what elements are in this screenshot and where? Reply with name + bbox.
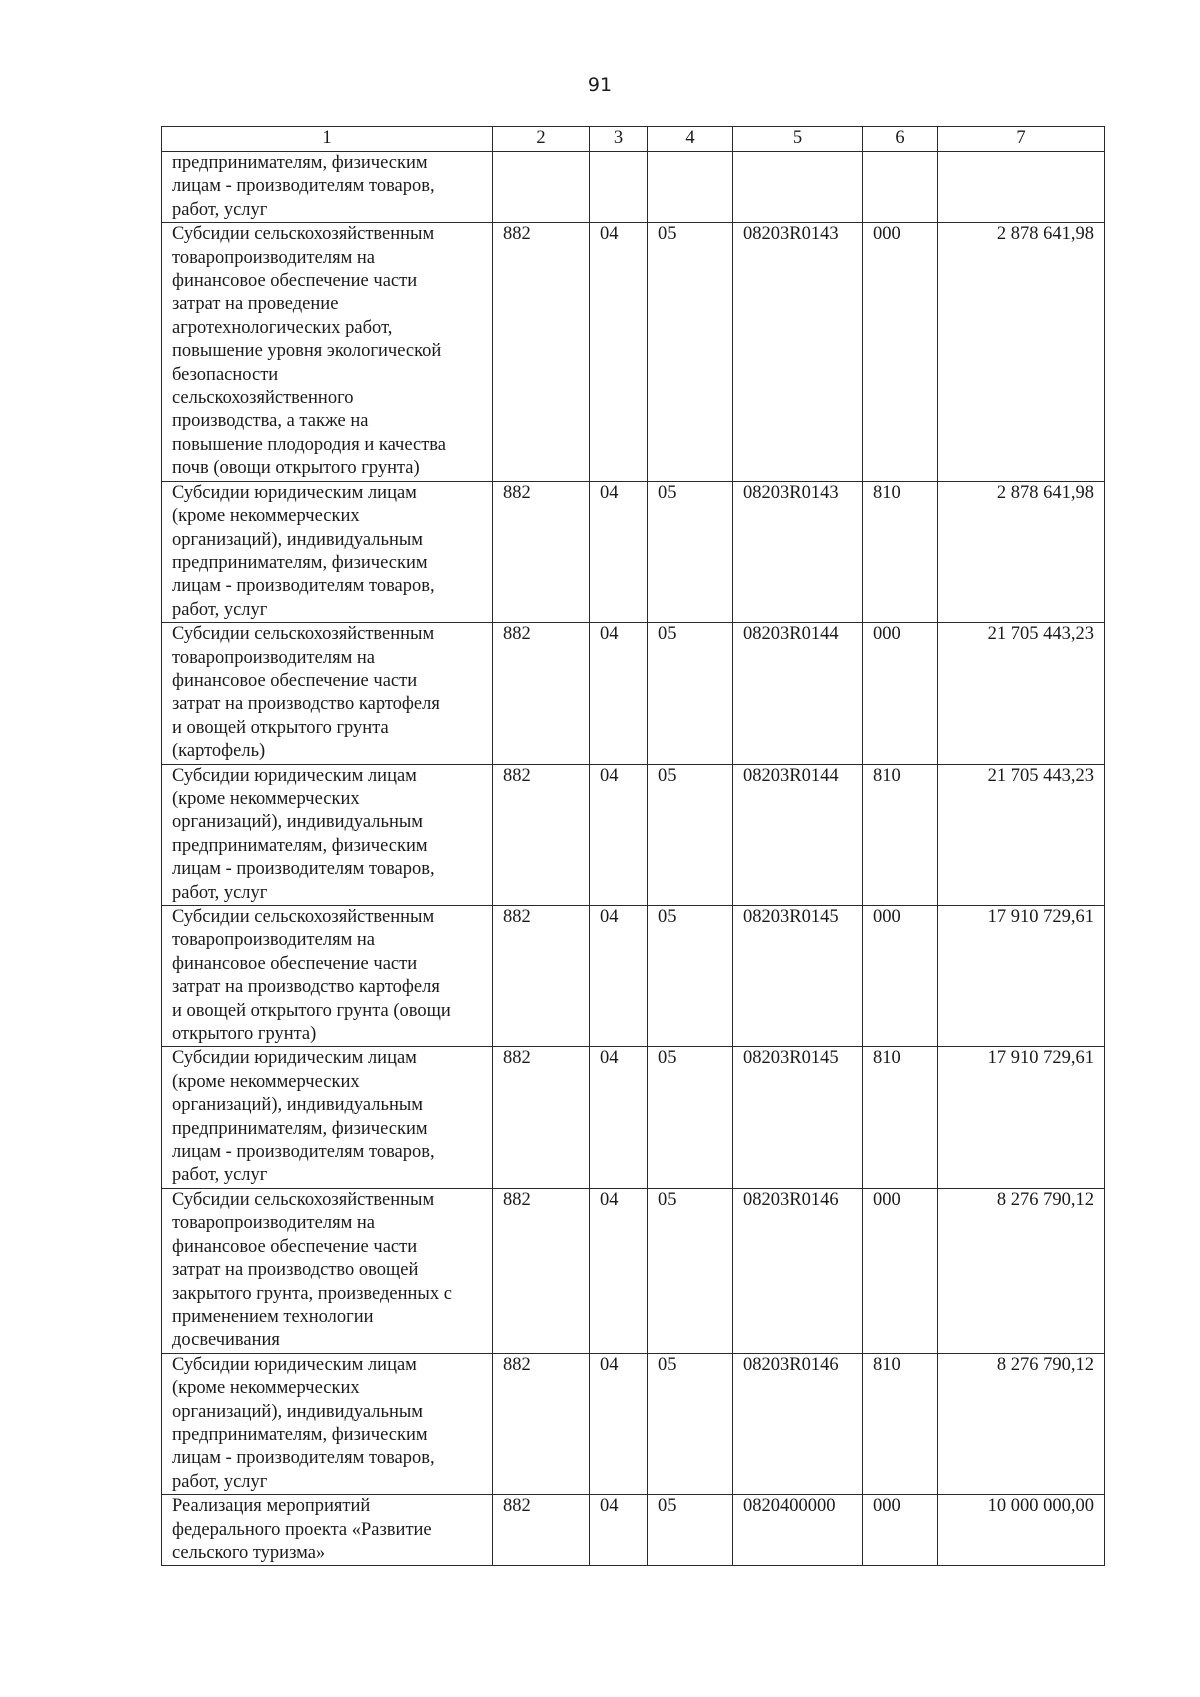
description-line: безопасности <box>172 364 279 385</box>
description-line: финансовое обеспечение части <box>172 271 418 292</box>
expense-type-cell: 000 <box>863 1188 938 1353</box>
table-row <box>162 764 1105 905</box>
description-line: Субсидии юридическим лицам <box>172 482 417 503</box>
description-line: затрат на производство картофеля <box>172 977 440 998</box>
subsection-cell: 05 <box>648 1047 733 1188</box>
expense-type-cell: 000 <box>863 223 938 481</box>
description-line: затрат на производство овощей <box>172 1260 419 1281</box>
description-line: предпринимателям, физическим <box>172 1424 428 1445</box>
target-article-cell <box>733 152 863 223</box>
target-article-cell: 08203R0143 <box>733 223 863 481</box>
description-line: открытого грунта) <box>172 1024 317 1045</box>
header-cell: 4 <box>648 127 733 152</box>
description-line: работ, услуг <box>172 882 268 903</box>
subsection-cell: 05 <box>648 764 733 905</box>
section-cell: 04 <box>590 623 648 764</box>
target-article-cell: 08203R0146 <box>733 1353 863 1494</box>
subsection-cell: 05 <box>648 1495 733 1566</box>
amount-cell: 21 705 443,23 <box>938 623 1105 764</box>
description-line: лицам - производителям товаров, <box>172 1448 435 1469</box>
target-article-cell: 08203R0144 <box>733 764 863 905</box>
admin-code-cell: 882 <box>493 1047 590 1188</box>
admin-code-cell: 882 <box>493 1188 590 1353</box>
subsection-cell: 05 <box>648 1353 733 1494</box>
description-line: и овощей открытого грунта (овощи <box>172 1000 451 1021</box>
description-cell <box>162 481 493 622</box>
target-article-cell: 08203R0144 <box>733 623 863 764</box>
description-line: затрат на проведение <box>172 294 339 315</box>
description-line: работ, услуг <box>172 1165 268 1186</box>
header-cell: 1 <box>162 127 493 152</box>
table-header-row <box>162 127 1105 152</box>
description-line: лицам - производителям товаров, <box>172 576 435 597</box>
expense-type-cell: 000 <box>863 906 938 1047</box>
table-row <box>162 906 1105 1047</box>
description-line: Субсидии сельскохозяйственным <box>172 624 435 645</box>
description-line: Реализация мероприятий <box>172 1496 371 1517</box>
expense-type-cell: 810 <box>863 1353 938 1494</box>
description-line: федерального проекта «Развитие <box>172 1519 432 1540</box>
expense-type-cell: 810 <box>863 1047 938 1188</box>
description-line: товаропроизводителям на <box>172 930 376 951</box>
section-cell: 04 <box>590 1353 648 1494</box>
description-line: работ, услуг <box>172 599 268 620</box>
amount-cell: 17 910 729,61 <box>938 1047 1105 1188</box>
amount-cell: 10 000 000,00 <box>938 1495 1105 1566</box>
target-article-cell: 08203R0145 <box>733 1047 863 1188</box>
description-line: повышение уровня экологической <box>172 341 442 362</box>
target-article-cell: 08203R0145 <box>733 906 863 1047</box>
table-row <box>162 1188 1105 1353</box>
description-cell <box>162 223 493 481</box>
description-line: сельского туризма» <box>172 1542 326 1563</box>
section-cell: 04 <box>590 1495 648 1566</box>
target-article-cell: 0820400000 <box>733 1495 863 1566</box>
description-line: (картофель) <box>172 741 266 762</box>
description-line: финансовое обеспечение части <box>172 670 418 691</box>
description-line: предпринимателям, физическим <box>172 153 428 173</box>
header-cell: 6 <box>863 127 938 152</box>
admin-code-cell: 882 <box>493 906 590 1047</box>
description-cell <box>162 1047 493 1188</box>
header-cell: 7 <box>938 127 1105 152</box>
description-line: лицам - производителям товаров, <box>172 859 435 880</box>
description-line: предпринимателям, физическим <box>172 552 428 573</box>
amount-cell: 8 276 790,12 <box>938 1353 1105 1494</box>
description-line: (кроме некоммерческих <box>172 1071 360 1092</box>
section-cell <box>590 152 648 223</box>
description-line: лицам - производителям товаров, <box>172 176 435 197</box>
description-line: (кроме некоммерческих <box>172 1378 360 1399</box>
expense-type-cell: 000 <box>863 1495 938 1566</box>
description-line: работ, услуг <box>172 199 268 220</box>
description-line: предпринимателям, физическим <box>172 835 428 856</box>
table-row <box>162 481 1105 622</box>
description-line: (кроме некоммерческих <box>172 506 360 527</box>
subsection-cell: 05 <box>648 1188 733 1353</box>
section-cell: 04 <box>590 223 648 481</box>
description-line: Субсидии сельскохозяйственным <box>172 224 435 245</box>
subsection-cell: 05 <box>648 906 733 1047</box>
description-line: лицам - производителям товаров, <box>172 1142 435 1163</box>
expense-type-cell: 810 <box>863 481 938 622</box>
table-row <box>162 152 1105 223</box>
description-line: почв (овощи открытого грунта) <box>172 458 420 479</box>
description-line: Субсидии юридическим лицам <box>172 765 417 786</box>
description-line: закрытого грунта, произведенных с <box>172 1283 452 1304</box>
description-cell <box>162 764 493 905</box>
description-line: Субсидии сельскохозяйственным <box>172 907 435 927</box>
header-cell: 5 <box>733 127 863 152</box>
description-cell <box>162 152 493 223</box>
target-article-cell: 08203R0146 <box>733 1188 863 1353</box>
admin-code-cell: 882 <box>493 623 590 764</box>
description-line: повышение плодородия и качества <box>172 434 447 455</box>
section-cell: 04 <box>590 1188 648 1353</box>
description-line: работ, услуг <box>172 1471 268 1492</box>
description-line: финансовое обеспечение части <box>172 1236 418 1257</box>
description-line: организаций), индивидуальным <box>172 1095 423 1116</box>
table-row <box>162 1495 1105 1566</box>
table-row <box>162 223 1105 481</box>
description-line: товаропроизводителям на <box>172 647 376 668</box>
description-line: досвечивания <box>172 1330 280 1351</box>
subsection-cell <box>648 152 733 223</box>
amount-cell: 21 705 443,23 <box>938 764 1105 905</box>
section-cell: 04 <box>590 481 648 622</box>
description-line: агротехнологических работ, <box>172 317 393 338</box>
admin-code-cell: 882 <box>493 764 590 905</box>
amount-cell <box>938 152 1105 223</box>
admin-code-cell <box>493 152 590 223</box>
subsection-cell: 05 <box>648 223 733 481</box>
description-line: финансовое обеспечение части <box>172 953 418 974</box>
description-line: сельскохозяйственного <box>172 388 354 409</box>
admin-code-cell: 882 <box>493 481 590 622</box>
description-line: затрат на производство картофеля <box>172 694 440 715</box>
admin-code-cell: 882 <box>493 1353 590 1494</box>
description-line: организаций), индивидуальным <box>172 1401 423 1422</box>
amount-cell: 8 276 790,12 <box>938 1188 1105 1353</box>
description-cell <box>162 1353 493 1494</box>
amount-cell: 2 878 641,98 <box>938 481 1105 622</box>
description-cell <box>162 1495 493 1566</box>
description-cell <box>162 906 493 1047</box>
description-line: Субсидии юридическим лицам <box>172 1354 417 1375</box>
description-line: предпринимателям, физическим <box>172 1118 428 1139</box>
section-cell: 04 <box>590 764 648 905</box>
subsection-cell: 05 <box>648 623 733 764</box>
table-row <box>162 623 1105 764</box>
description-line: производства, а также на <box>172 411 369 432</box>
page-number: 91 <box>587 74 613 96</box>
expense-type-cell: 000 <box>863 623 938 764</box>
description-line: организаций), индивидуальным <box>172 812 423 833</box>
budget-table <box>161 126 1105 1566</box>
description-line: товаропроизводителям на <box>172 1213 376 1234</box>
description-line: товаропроизводителям на <box>172 247 376 268</box>
description-line: (кроме некоммерческих <box>172 788 360 809</box>
description-line: Субсидии юридическим лицам <box>172 1048 417 1069</box>
expense-type-cell: 810 <box>863 764 938 905</box>
description-line: и овощей открытого грунта <box>172 717 389 738</box>
table-row <box>162 1353 1105 1494</box>
header-cell: 2 <box>493 127 590 152</box>
description-cell <box>162 623 493 764</box>
admin-code-cell: 882 <box>493 223 590 481</box>
subsection-cell: 05 <box>648 481 733 622</box>
description-line: Субсидии сельскохозяйственным <box>172 1189 435 1210</box>
table-row <box>162 1047 1105 1188</box>
admin-code-cell: 882 <box>493 1495 590 1566</box>
section-cell: 04 <box>590 906 648 1047</box>
description-line: применением технологии <box>172 1306 374 1327</box>
description-cell <box>162 1188 493 1353</box>
description-line: организаций), индивидуальным <box>172 529 423 550</box>
expense-type-cell <box>863 152 938 223</box>
target-article-cell: 08203R0143 <box>733 481 863 622</box>
header-cell: 3 <box>590 127 648 152</box>
amount-cell: 17 910 729,61 <box>938 906 1105 1047</box>
section-cell: 04 <box>590 1047 648 1188</box>
amount-cell: 2 878 641,98 <box>938 223 1105 481</box>
